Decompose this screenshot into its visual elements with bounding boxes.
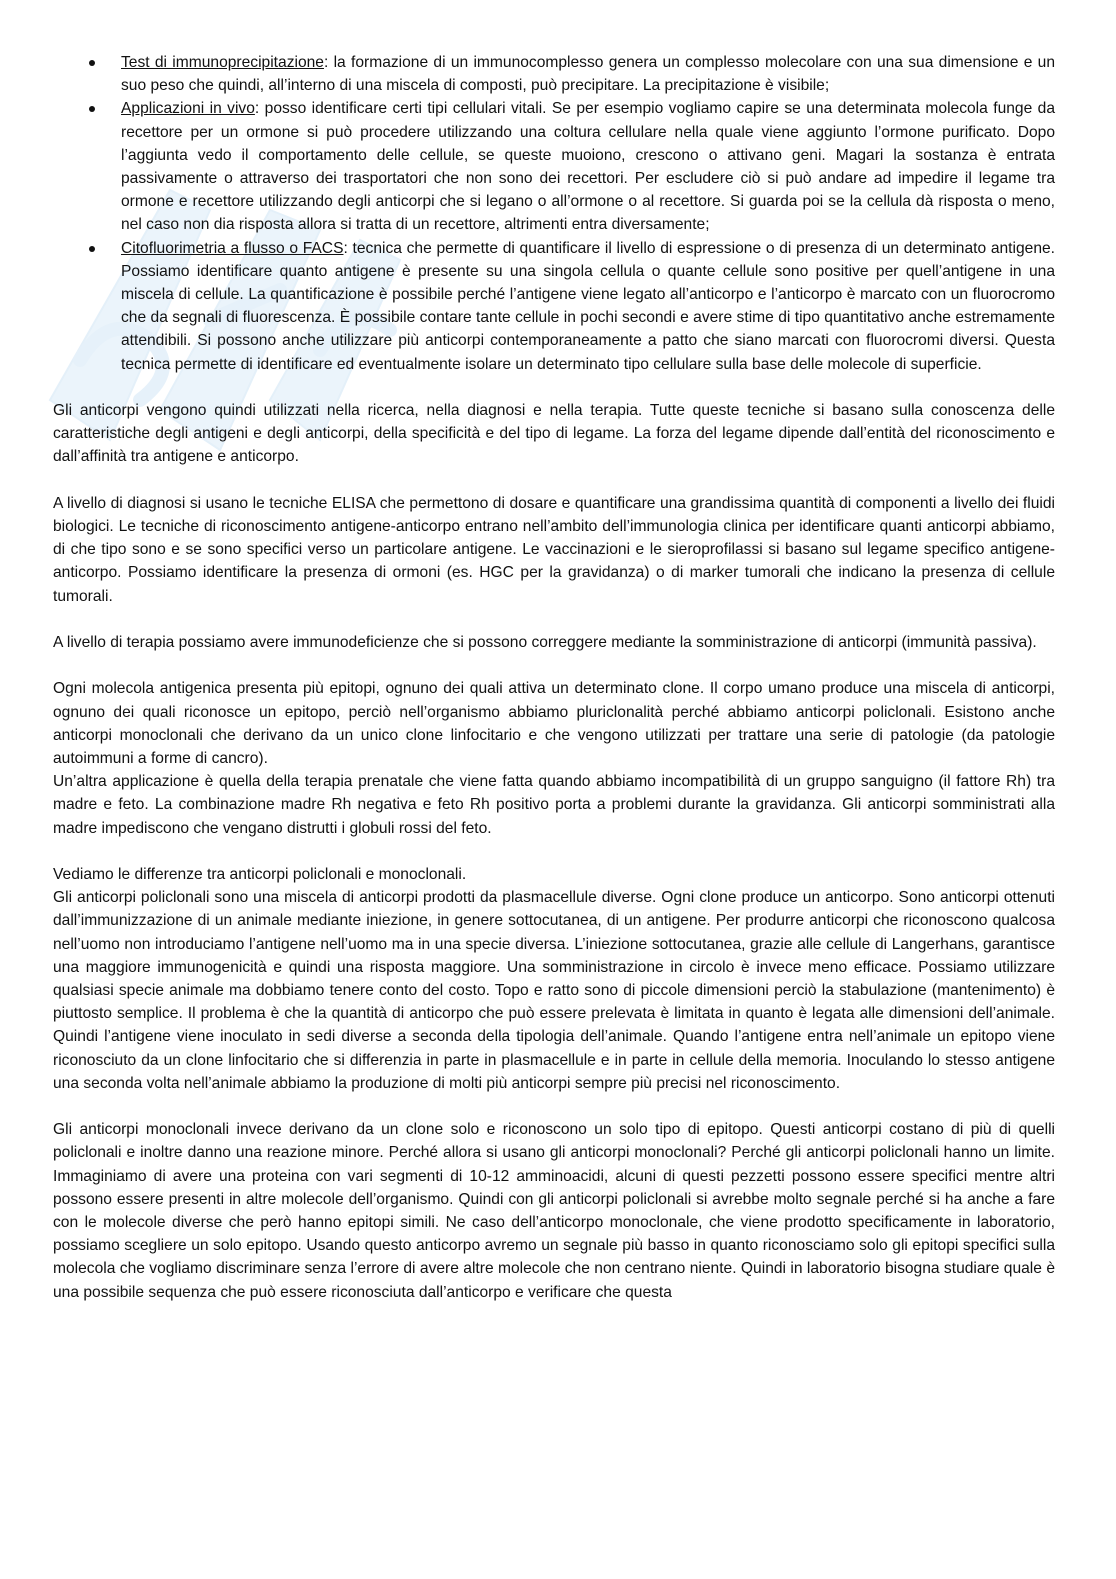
- list-item-text: : tecnica che permette di quantificare il livello di espressione o di presenza di un determinato antigene. Possiamo identificare quanto antigene è presente su una singola cellula o quante cellule sono positive per quell’antigene in una miscela di cellule. La quantificazione è possibile perché l’antigene viene legato all’anticorpo e l’anticorpo è marcato con un fluorocromo che da segnali di fluorescenza. È possibile contare tante cellule in pochi secondi e avere stime di tipo quantitativo anche estremamente attendibili. Si possono anche utilizzare più anticorpi contemporaneamente a patto che siano marcati con fluorocromi diversi. Questa tecnica permette di identificare ed eventualmente isolare un determinato tipo cellulare sulla base delle molecole di superficie.: [121, 239, 1055, 373]
- bullet-icon: [89, 106, 95, 112]
- list-item: [53, 51, 1055, 97]
- paragraph-epitopes: Ogni molecola antigenica presenta più epitopi, ognuno dei quali attiva un determinato clone. Il corpo umano produce una miscela di anticorpi, ognuno dei quali riconosce un epitopo, perciò nell’organismo abbiamo pluriclonalità perché abbiamo anticorpi policlonali. Esistono anche anticorpi monoclonali che derivano da un unico clone linfocitario e che vengono utilizzati per trattare una serie di patologie (da patologie autoimmuni a forme di cancro).: [53, 680, 1055, 768]
- paragraph-differences-intro: Vediamo le differenze tra anticorpi policlonali e monoclonali.: [53, 866, 467, 884]
- list-item-text: : posso identificare certi tipi cellulari vitali. Se per esempio vogliamo capire se una determinata molecola funge da recettore per un ormone si può procedere utilizzando una coltura cellulare nella quale viene aggiunto l’ormone purificato. Dopo l’aggiunta vedo il comportamento delle cellule, se queste muoiono, crescono o attivano geni. Magari la sostanza è entrata passivamente o attraverso dei trasportatori che non sono dei recettori. Per escludere ciò si può andare ad impedire il legame tra ormone e recettore utilizzando degli anticorpi che si legano o all’ormone o al recettore. Si guarda poi se la cellula dà risposta o meno, nel caso non dia risposta allora si tratta di un recettore, altrimenti entra diversamente;: [121, 100, 1056, 234]
- document-page: [53, 51, 1055, 1304]
- paragraph-monoclonal: Gli anticorpi monoclonali invece derivano da un clone solo e riconoscono un solo tipo di epitopo. Questi anticorpi costano di più di quelli policlonali e inoltre danno una reazione minore. Perché allora si usano gli anticorpi monoclonali? Perché gli anticorpi policlonali hanno un limite. Immaginiamo di avere una proteina con vari segmenti di 10-12 amminoacidi, alcuni di questi pezzetti possono essere specifici mentre altri possono essere presenti in altre molecole dell’organismo. Quindi con gli anticorpi policlonali si avrebbe molto segnale perché si ha anche a fare con le molecole diverse che però hanno epitopi simili. Ne caso dell’anticorpo monoclonale, che viene prodotto specificamente in laboratorio, possiamo scegliere un solo epitopo. Usando questo anticorpo avremo un segnale più basso in quanto riconosciamo solo gli epitopi specifici sulla molecola che vogliamo discriminare senza l’errore di avere altre molecole che non centrano niente. Quindi in laboratorio bisogna studiare quale è una possibile sequenza che può essere riconosciuta dall’anticorpo e verificare che questa: [53, 1121, 1055, 1301]
- technique-list: [53, 51, 1055, 376]
- paragraph-diagnosis: A livello di diagnosi si usano le tecniche ELISA che permettono di dosare e quantificare una grandissima quantità di componenti a livello dei fluidi biologici. Le tecniche di riconoscimento antigene-anticorpo entrano nell’ambito dell’immunologia clinica per identificare quanti anticorpi abbiamo, di che tipo sono e se sono specifici verso un particolare antigene. Le vaccinazioni e le sieroprofilassi si basano sul legame specifico antigene-anticorpo. Possiamo identificare la presenza di ormoni (es. HGC per la gravidanza) o di marker tumorali che indicano la presenza di cellule tumorali.: [53, 494, 1055, 605]
- paragraph-uses: Gli anticorpi vengono quindi utilizzati nella ricerca, nella diagnosi e nella terapia. Tutte queste tecniche si basano sulla conoscenza delle caratteristiche degli antigeni e degli anticorpi, della specificità e del tipo di legame. La forza del legame dipende dall’entità del riconoscimento e dall’affinità tra antigene e anticorpo.: [53, 402, 1055, 466]
- paragraph-therapy: A livello di terapia possiamo avere immunodeficienze che si possono correggere mediante la somministrazione di anticorpi (immunità passiva).: [53, 634, 1037, 652]
- list-item: [53, 237, 1055, 376]
- list-item-term: Citofluorimetria a flusso o FACS: [121, 239, 344, 257]
- list-item: [53, 97, 1055, 236]
- list-item-term: Applicazioni in vivo: [121, 100, 255, 118]
- paragraph-polyclonal: Gli anticorpi policlonali sono una miscela di anticorpi prodotti da plasmacellule diverse. Ogni clone produce un anticorpo. Sono anticorpi ottenuti dall’immunizzazione di un animale mediante iniezione, in genere sottocutanea, di un antigene. Per produrre anticorpi che riconoscono qualcosa nell’uomo non introduciamo l’antigene nell’uomo ma in una specie diversa. L’iniezione sottocutanea, grazie alle cellule di Langerhans, garantisce una maggiore immunogenicità e quindi una risposta maggiore. Una somministrazione in circolo è invece meno efficace. Possiamo utilizzare qualsiasi specie animale ma dobbiamo tenere conto del costo. Topo e ratto sono di piccole dimensioni perciò la stabulazione (mantenimento) è piuttosto semplice. Il problema è che la quantità di anticorpo che può essere prelevata è limitata in quanto è legata alle dimensioni dell’animale. Quindi l’antigene viene inoculato in sedi diverse a seconda della tipologia dell’animale. Quando l’antigene entra nell’animale un epitopo viene riconosciuto da un clone linfocitario che si differenzia in parte in plasmacellule e in parte in cellule della memoria. Inoculando lo stesso antigene una seconda volta nell’animale abbiamo la produzione di molti più anticorpi sempre più precisi nel riconoscimento.: [53, 889, 1055, 1092]
- list-item-term: Test di immunoprecipitazione: [121, 54, 324, 71]
- paragraph-prenatal: Un’altra applicazione è quella della terapia prenatale che viene fatta quando abbiamo incompatibilità di un gruppo sanguigno (il fattore Rh) tra madre e feto. La combinazione madre Rh negativa e feto Rh positivo porta a problemi durante la gravidanza. Gli anticorpi somministrati alla madre impediscono che vengano distrutti i globuli rossi del feto.: [53, 773, 1055, 837]
- bullet-icon: [89, 60, 95, 66]
- list-item-text: : la formazione di un immunocomplesso genera un complesso molecolare con una sua dimensione e un suo peso che quindi, all’interno di una miscela di composti, può precipitare. La precipitazione è visibile;: [121, 54, 1055, 95]
- bullet-icon: [89, 246, 95, 252]
